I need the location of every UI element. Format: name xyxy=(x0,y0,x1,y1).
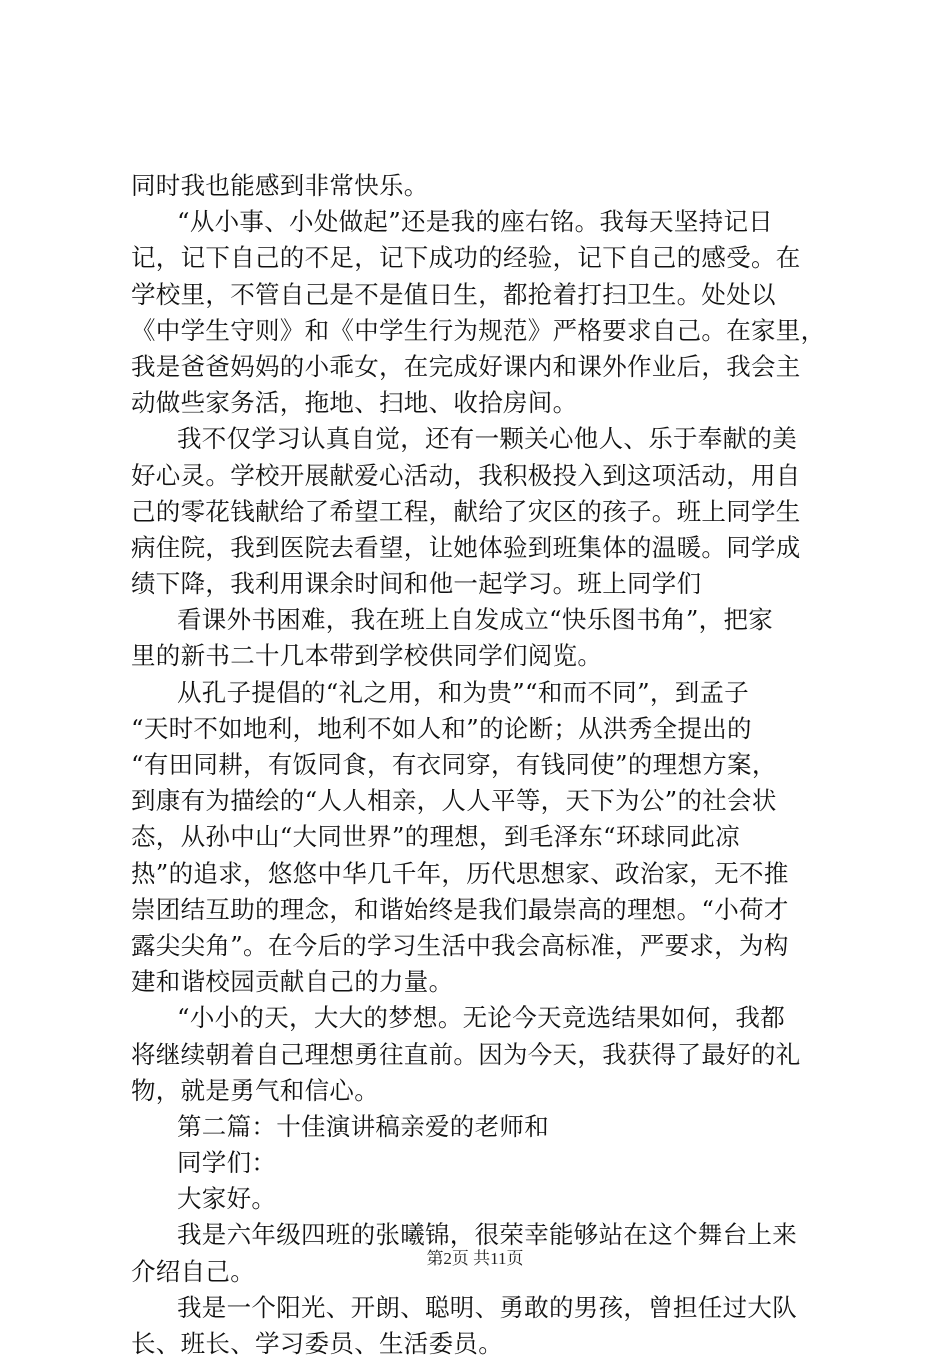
text-line: 我不仅学习认真自觉，还有一颗关心他人、乐于奉献的美 xyxy=(177,424,797,454)
text-line: 绩下降，我利用课余时间和他一起学习。班上同学们 xyxy=(131,569,702,599)
text-line: “从小事、小处做起”还是我的座右铭。我每天坚持记日 xyxy=(177,207,774,237)
text-line: 热”的追求，悠悠中华几千年，历代思想家、政治家，无不推 xyxy=(131,858,789,888)
text-line: 里的新书二十几本带到学校供同学们阅览。 xyxy=(131,641,603,671)
text-line: 学校里，不管自己是不是值日生，都抢着打扫卫生。处处以 xyxy=(131,279,776,309)
text-line: 崇团结互助的理念，和谐始终是我们最崇高的理想。“小荷才 xyxy=(131,894,789,924)
text-line: 好心灵。学校开展献爱心活动，我积极投入到这项活动，用自 xyxy=(131,460,801,490)
text-line: 我是六年级四班的张曦锦，很荣幸能够站在这个舞台上来 xyxy=(177,1220,797,1250)
text-line: 长、班长、学习委员、生活委员。 xyxy=(131,1329,503,1358)
text-line: 态，从孙中山“大同世界”的理想，到毛泽东“环球同此凉 xyxy=(131,822,740,852)
document-body xyxy=(131,168,831,1362)
section-heading: 第二篇：十佳演讲稿亲爱的老师和 xyxy=(177,1111,549,1141)
text-line: 《中学生守则》和《中学生行为规范》严格要求自己。在家里， xyxy=(131,315,826,345)
text-line: 动做些家务活，拖地、扫地、收拾房间。 xyxy=(131,388,578,418)
text-line: 同学们： xyxy=(177,1148,277,1178)
text-line: 将继续朝着自己理想勇往直前。因为今天，我获得了最好的礼 xyxy=(131,1039,801,1069)
text-line: “有田同耕，有饭同食，有衣同穿，有钱同使”的理想方案， xyxy=(131,750,777,779)
text-line: 露尖尖角”。在今后的学习生活中我会高标准，严要求，为构 xyxy=(131,930,789,960)
text-line: “天时不如地利，地利不如人和”的论断；从洪秀全提出的 xyxy=(131,713,752,743)
text-line: 到康有为描绘的“人人相亲，人人平等，天下为公”的社会状 xyxy=(131,786,777,816)
text-line: 同时我也能感到非常快乐。 xyxy=(131,171,429,200)
text-line: 病住院，我到医院去看望，让她体验到班集体的温暖。同学成 xyxy=(131,532,801,562)
text-line: 我是爸爸妈妈的小乖女，在完成好课内和课外作业后，我会主 xyxy=(131,351,801,381)
text-line: 从孔子提倡的“礼之用，和为贵”“和而不同”，到孟子 xyxy=(177,677,750,707)
text-line: 记，记下自己的不足，记下成功的经验，记下自己的感受。在 xyxy=(131,243,801,273)
text-line: 介绍自己。 xyxy=(131,1256,255,1286)
text-line: 大家好。 xyxy=(177,1184,277,1214)
text-line: 看课外书困难，我在班上自发成立“快乐图书角”，把家 xyxy=(177,605,774,635)
text-line: 建和谐校园贡献自己的力量。 xyxy=(131,967,454,997)
text-line: 物，就是勇气和信心。 xyxy=(131,1075,379,1105)
text-line: “小小的天，大大的梦想。无论今天竞选结果如何，我都 xyxy=(177,1003,786,1033)
text-line: 己的零花钱献给了希望工程，献给了灾区的孩子。班上同学生 xyxy=(131,496,801,526)
page-number: 第2页 共11页 xyxy=(426,1249,524,1268)
text-line: 我是一个阳光、开朗、聪明、勇敢的男孩，曾担任过大队 xyxy=(177,1292,797,1322)
